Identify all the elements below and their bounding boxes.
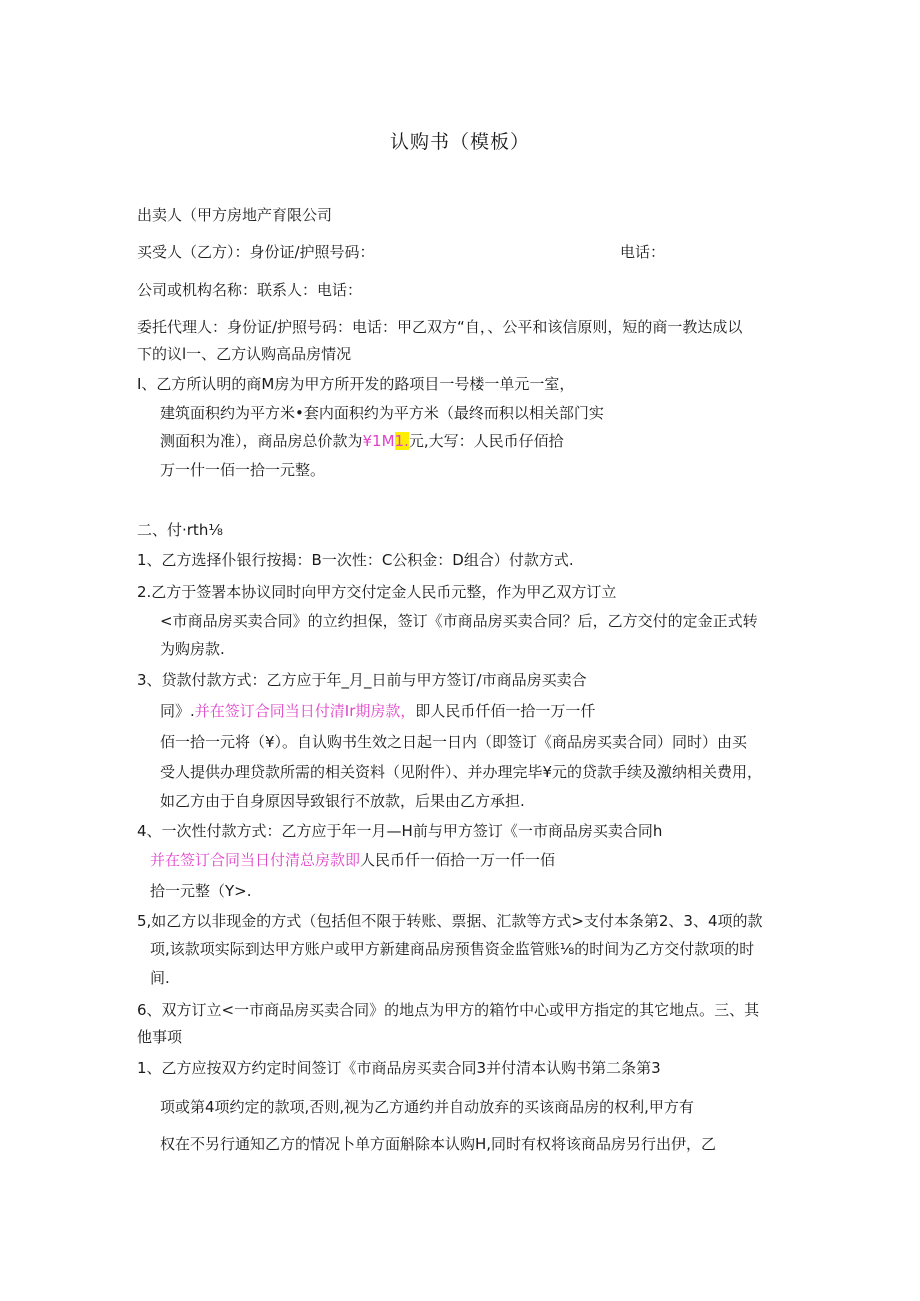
item4-suffix: 人民币仟一佰拾一万一仟一佰 <box>360 851 556 869</box>
company-line: 公司或机构名称：联系人：电话： <box>137 281 363 299</box>
section2-item-1: 1、乙方选择仆银行按揭：B一次性：C公积金：D组合）付款方式. <box>137 551 574 569</box>
document-title: 认购书（模板） <box>389 131 530 153</box>
agent-line-2: 下的议l一、乙方认购高品房情况 <box>137 345 352 363</box>
total-price-value: ¥1M <box>362 432 395 450</box>
section2-item-6-line-2: 他事项 <box>137 1028 183 1046</box>
total-price-prefix: 测面积为准），商品房总价款为 <box>160 432 363 450</box>
agent-line-1: 委托代理人：身份证/护照号码：电话：甲乙双方“自，、公平和该信原则，短的商一教达成以 <box>137 318 743 336</box>
section3-item-1-line-1: 1、乙方应按双方约定时间签订《市商品房买卖合同3并付清本认购书第二条第3 <box>137 1059 661 1077</box>
item3-suffix: 即人民币仟佰一拾一万一仟 <box>415 702 596 720</box>
buyer-phone-label: 电话： <box>620 243 666 261</box>
section2-item-2-line-3: 为购房款. <box>160 640 225 658</box>
section3-item-1-line-2: 项或第4项约定的款项,否则,视为乙方通约并自动放弃的买该商品房的权利,甲方有 <box>160 1098 694 1116</box>
section1-para-4: 万一什一佰一拾一元整。 <box>160 461 326 479</box>
buyer-line: 买受人（乙方）：身份证/护照号码： <box>137 243 375 261</box>
total-price-highlight: 1. <box>394 432 409 450</box>
item3-prefix: 同》. <box>160 702 195 720</box>
section2-item-4-line-2 <box>150 850 555 870</box>
section3-item-1-line-3: 权在不另行通知乙方的情况卜单方面斛除本认购H,同时有权将该商品房另行出伊，乙 <box>160 1135 717 1153</box>
section2-item-5-line-2: 项,该款项实际到达甲方账户或甲方新建商品房预售资金监管账⅛的时间为乙方交付款项的时 <box>150 940 755 958</box>
section2-item-3-line-3: 佰一拾一元将（¥）。自认购书生效之日起一日内（即签订《商品房买卖合同）同时）由买 <box>160 733 748 751</box>
section2-item-2-line-2: <市商品房买卖合同》的立约担保，签订《市商品房买卖合同？后，乙方交付的定金正式转 <box>160 612 758 630</box>
section2-heading: 二、付·rth⅛ <box>137 521 223 539</box>
section1-para-2: 建筑面积约为平方米•套内面积约为平方米（最终而积以相关部门实 <box>160 404 604 422</box>
seller-line: 出卖人（甲方房地产育限公司 <box>137 206 333 224</box>
section2-item-4-line-3: 拾一元整（Y>. <box>150 882 252 900</box>
item4-pink-text: 并在签订合同当日付清总房款即 <box>150 851 361 869</box>
section1-para-3 <box>160 431 564 451</box>
section2-item-4-line-1: 4、一次性付款方式：乙方应于年一月—H前与甲方签订《一市商品房买卖合同h <box>137 822 663 840</box>
section2-item-3-line-5: 如乙方由于自身原因导致银行不放款，后果由乙方承担. <box>160 792 525 810</box>
total-price-suffix: 元,大写：人民币仔佰拾 <box>408 432 564 450</box>
section2-item-5-line-3: 间. <box>150 969 170 987</box>
section2-item-2-line-1: 2.乙方于签署本协议同时向甲方交付定金人民币元整，作为甲乙双方订立 <box>137 583 617 601</box>
section2-item-5-line-1: 5,如乙方以非现金的方式（包括但不限于转账、票据、汇款等方式>支付本条第2、3、4项的款 <box>137 912 763 930</box>
section2-item-6-line-1: 6、双方订立<一市商品房买卖合同》的地点为甲方的箱竹中心或甲方指定的其它地点。三、其 <box>137 1001 760 1019</box>
item3-pink-text: 并在签订合同当日付清Ir期房款， <box>194 702 416 720</box>
section2-item-3-line-4: 受人提供办理贷款所需的相关资料（见附件）、并办理完毕¥元的贷款手续及激纳相关费用， <box>160 763 763 781</box>
section2-item-3-line-1: 3、贷款付款方式：乙方应于年_月_日前与甲方签订/市商品房买卖合 <box>137 671 587 689</box>
section2-item-3-line-2 <box>160 701 595 721</box>
section1-para-1: I、乙方所认明的商M房为甲方所开发的路项目一号楼一单元一室， <box>137 375 575 393</box>
